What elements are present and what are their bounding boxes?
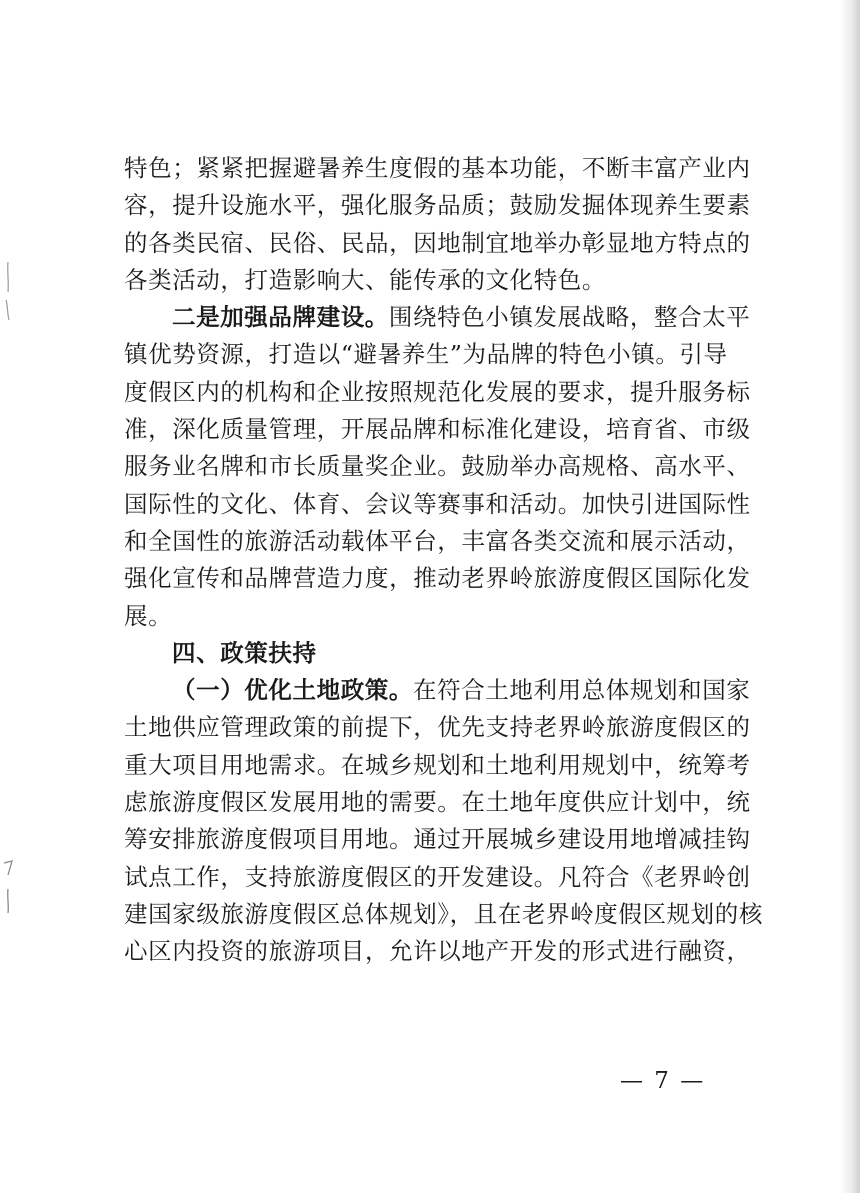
text-line: 各类活动，打造影响大、能传承的文化特色。 [124,265,606,294]
page-edge-shadow [840,0,860,1193]
text-line: 国际性的文化、体育、会议等赛事和活动。加快引进国际性 [124,489,751,518]
text-line: 特色；紧紧把握避暑养生度假的基本功能，不断丰富产业内 [124,154,751,182]
text-line: 重大项目用地需求。在城乡规划和土地利用规划中，统筹考 [124,750,751,779]
paragraph-lead: （一）优化土地政策。 [172,676,413,705]
paragraph-lead: 二是加强品牌建设。 [172,303,389,332]
margin-pencil-mark [2,855,16,925]
text-line: 试点工作，支持旅游度假区的开发建设。凡符合《老界岭创 [124,862,751,891]
page-number: — 7 — [620,1068,706,1094]
paragraph-land-policy: （一）优化土地政策。在符合土地利用总体规划和国家 [172,676,751,705]
body-text [124,150,763,971]
text-line: 心区内投资的旅游项目，允许以地产开发的形式进行融资， [124,937,751,966]
text-line: 虑旅游度假区发展用地的需要。在土地年度供应计划中，统 [124,788,751,817]
text-line: 建国家级旅游度假区总体规划》，且在老界岭度假区规划的核 [124,899,763,928]
text-line: 强化宣传和品牌营造力度，推动老界岭旅游度假区国际化发 [124,564,751,593]
text-line: 度假区内的机构和企业按照规范化发展的要求，提升服务标 [124,377,751,406]
text-line: 的各类民宿、民俗、民品，因地制宜地举办彰显地方特点的 [124,228,751,257]
section-heading: 四、政策扶持 [172,638,317,667]
text-line: 筹安排旅游度假项目用地。通过开展城乡建设用地增减挂钩 [124,825,751,854]
text-line: 服务业名牌和市长质量奖企业。鼓励举办高规格、高水平、 [124,452,751,481]
text-line: 和全国性的旅游活动载体平台，丰富各类交流和展示活动， [124,526,751,555]
text-line: 土地供应管理政策的前提下，优先支持老界岭旅游度假区的 [124,713,751,742]
text-line: 展。 [124,601,173,630]
text-line: 容，提升设施水平，强化服务品质；鼓励发掘体现养生要素 [124,191,751,220]
margin-pencil-mark [2,258,16,328]
text-line: 镇优势资源，打造以“避暑养生”为品牌的特色小镇。引导 [124,340,728,369]
text-line: 准，深化质量管理，开展品牌和标准化建设，培育省、市级 [124,415,751,444]
paragraph-brand-building: 二是加强品牌建设。围绕特色小镇发展战略，整合太平 [172,303,751,332]
